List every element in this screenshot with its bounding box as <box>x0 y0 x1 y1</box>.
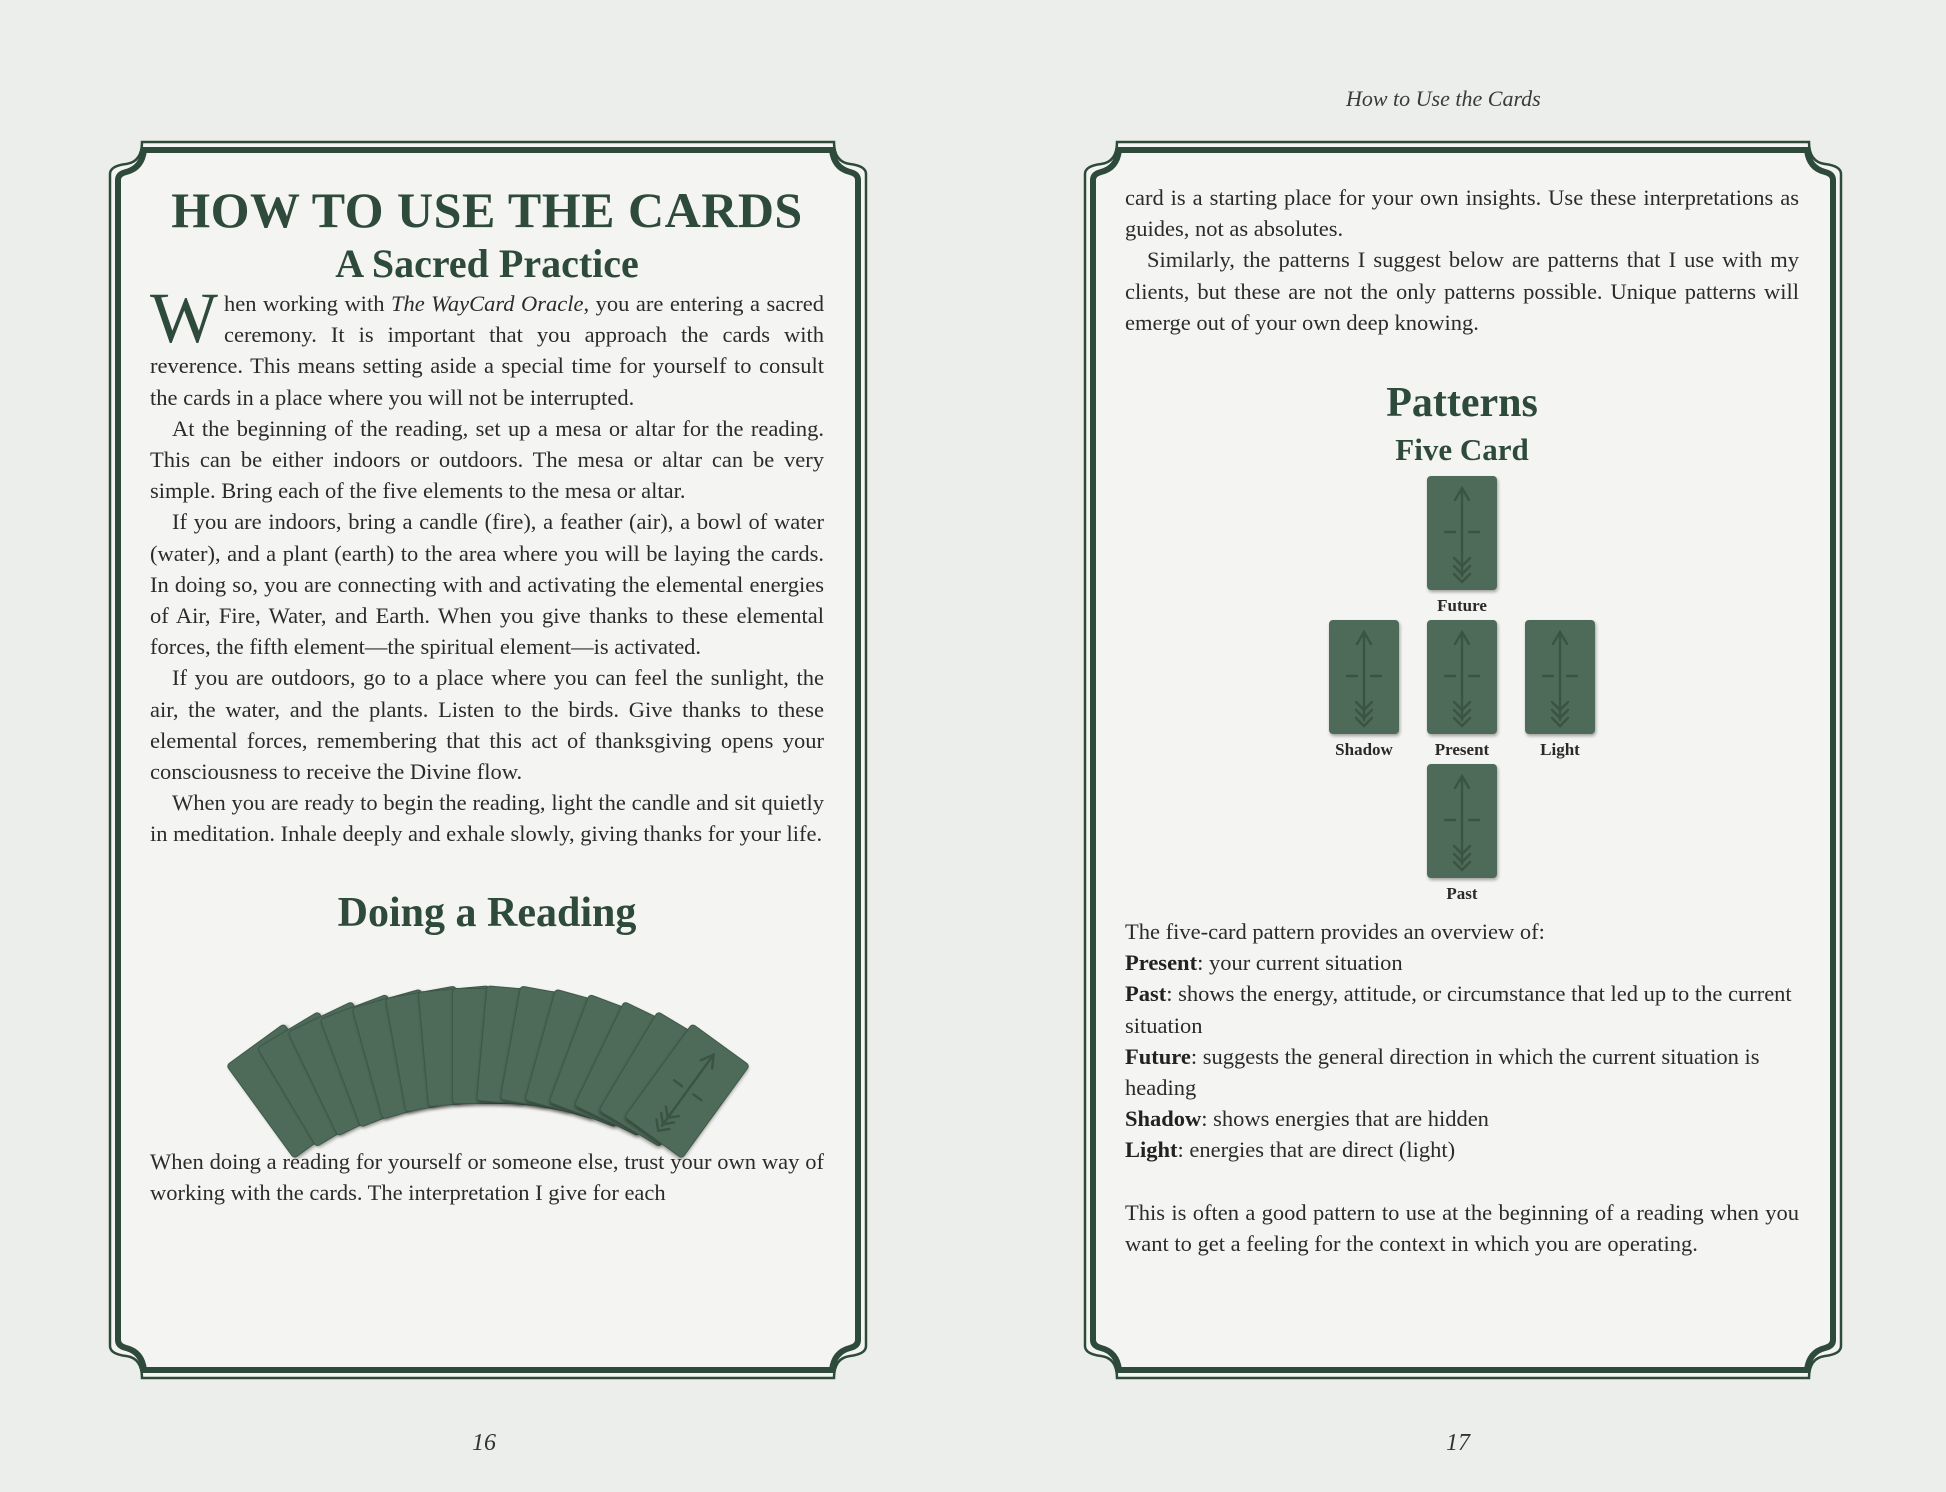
left-content <box>150 180 824 1208</box>
book-title: The WayCard Oracle <box>390 291 584 316</box>
patterns-heading: Patterns <box>1386 380 1538 427</box>
definition-text: : suggests the general direction in which the current situation is heading <box>1125 1043 1760 1101</box>
definition-shadow <box>1125 1103 1799 1134</box>
five-card-subheading: Five Card <box>1395 432 1529 468</box>
intro-paragraph <box>150 278 824 413</box>
term: Future <box>1125 1043 1191 1069</box>
card-light <box>1525 620 1595 734</box>
definition-text: : your current situation <box>1197 950 1403 976</box>
term: Past <box>1125 981 1167 1007</box>
paragraph: When you are ready to begin the reading, light the candle and sit quietly in meditation. Inhale deeply and exhale slowly, giving thanks for your life. <box>150 790 824 847</box>
term: Present <box>1125 950 1198 976</box>
right-content <box>1125 182 1799 1259</box>
label-future: Future <box>1437 596 1487 616</box>
page-number: 16 <box>472 1430 496 1456</box>
paragraph: If you are indoors, bring a candle (fire), a feather (air), a bowl of water (water), and a plant (earth) to the area where you will be laying the cards. In doing so, you are connecting with and activating the elemental energies of Air, Fire, Water, and Earth. When you give thanks to these elemental forces, the fifth element—the spiritual element—is activated. <box>150 509 824 660</box>
five-card-spread-diagram <box>1125 470 1799 910</box>
card-future <box>1427 476 1497 590</box>
intro-text-cont: , you are entering a sacred ceremony. It is important that you approach the cards with reverence. This means setting aside a special time for yourself to consult the cards in a place where you will not be interrupted. <box>150 291 824 410</box>
definition-future <box>1125 1041 1799 1103</box>
paragraph: At the beginning of the reading, set up a mesa or altar for the reading. This can be either indoors or outdoors. The mesa or altar can be very simple. Bring each of the five elements to the mesa or altar. <box>150 415 824 504</box>
label-past: Past <box>1446 884 1478 904</box>
definition-text: : shows energies that are hidden <box>1201 1106 1489 1132</box>
closing-paragraph: This is often a good pattern to use at the beginning of a reading when you want to get a feeling for the context in which you are operating. <box>1125 1199 1799 1256</box>
right-page-frame <box>1083 140 1843 1380</box>
definition-present <box>1125 947 1799 978</box>
paragraph: Similarly, the patterns I suggest below are patterns that I use with my clients, but these are not the only patterns possible. Unique patterns will emerge out of your own deep knowing. <box>1125 247 1799 335</box>
arrow-icon <box>1427 620 1497 734</box>
card-fan-illustration <box>150 948 824 1138</box>
paragraph: If you are outdoors, go to a place where you can feel the sunlight, the air, the water, and the plants. Listen to the birds. Give thanks to these elemental forces, remembering that this act of thanksgiving opens your consciousness to receive the Divine flow. <box>150 665 824 785</box>
arrow-icon <box>1525 620 1595 734</box>
label-light: Light <box>1540 740 1580 760</box>
definition-text: : energies that are direct (light) <box>1177 1137 1456 1163</box>
definition-text: : shows the energy, attitude, or circumstance that led up to the current situation <box>1125 981 1792 1038</box>
card-past <box>1427 764 1497 878</box>
arrow-icon <box>1427 476 1497 590</box>
term: Light <box>1125 1137 1178 1163</box>
label-present: Present <box>1434 740 1490 760</box>
term: Shadow <box>1125 1106 1202 1132</box>
closing-paragraph: When doing a reading for yourself or someone else, trust your own way of working with the cards. The interpretation I give for each <box>150 1148 824 1205</box>
label-shadow: Shadow <box>1335 740 1393 760</box>
section-heading: Doing a Reading <box>337 889 637 936</box>
continuation-paragraph: card is a starting place for your own insights. Use these interpretations as guides, not as absolutes. <box>1125 185 1799 242</box>
definition-past <box>1125 978 1799 1040</box>
definition-light <box>1125 1134 1799 1165</box>
running-head: How to Use the Cards <box>1346 86 1541 111</box>
section-subtitle: A Sacred Practice <box>335 241 639 286</box>
left-page-frame <box>108 140 868 1380</box>
page-number: 17 <box>1446 1430 1470 1456</box>
arrow-icon <box>1427 764 1497 878</box>
page-title: HOW TO USE THE CARDS <box>171 182 803 238</box>
arrow-icon <box>1329 620 1399 734</box>
card-present <box>1427 620 1497 734</box>
definitions-list <box>1125 916 1799 1166</box>
card-shadow <box>1329 620 1399 734</box>
intro-text: hen working with <box>223 291 391 316</box>
overview-intro: The five-card pattern provides an overview of: <box>1125 919 1545 945</box>
drop-cap: W <box>150 278 218 358</box>
